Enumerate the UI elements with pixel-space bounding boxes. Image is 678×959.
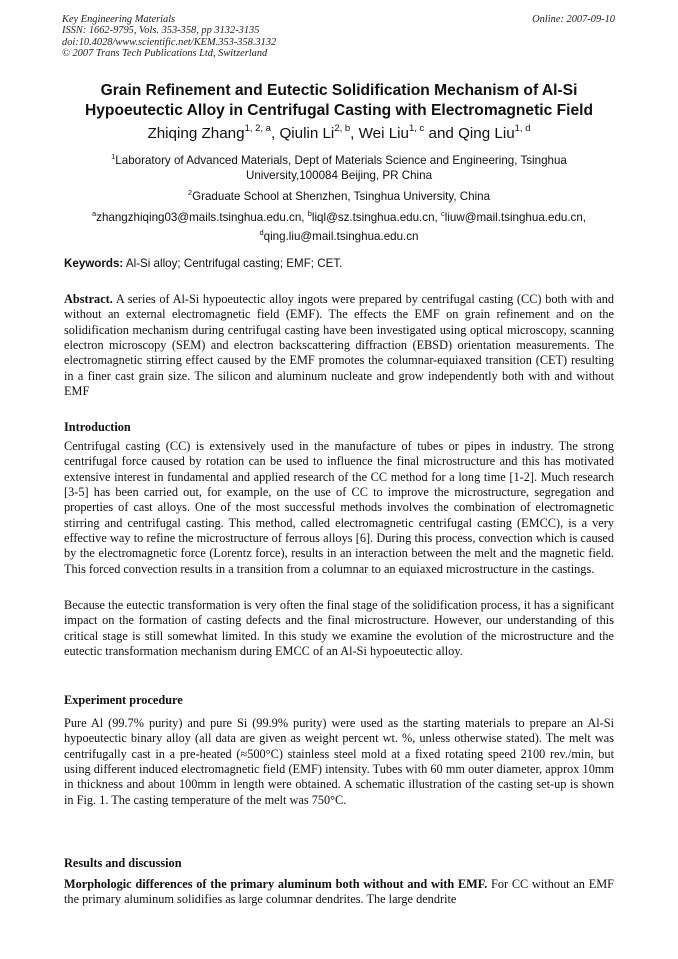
email-marker: d xyxy=(259,227,264,237)
author-name: Zhiqing Zhang xyxy=(147,125,245,143)
results-lead: Morphologic differences of the primary aluminum both without and with EMF. xyxy=(64,877,488,891)
results-heading: Results and discussion xyxy=(64,856,182,870)
abstract xyxy=(64,292,614,399)
email-link[interactable]: zhangzhiqing03@mails.tsinghua.edu.cn, xyxy=(96,210,308,224)
doi-line[interactable]: doi:10.4028/www.scientific.net/KEM.353-358.3132 xyxy=(62,36,277,48)
email-link[interactable]: liql@sz.tsinghua.edu.cn, xyxy=(311,210,441,224)
author-separator: , xyxy=(350,125,359,143)
abstract-label: Abstract. xyxy=(64,292,113,306)
affiliation-marker: 2 xyxy=(187,188,193,197)
introduction-paragraph-2: Because the eutectic transformation is very often the final stage of the solidification process, it has a significant impact on the formation of casting defects and the final microstructure. However, our understanding of this critical stage is still somewhat limited. In this study we examine the evolution of the microstructure and the eutectic transformation mechanism during EMCC of an Al-Si hypoeutectic alloy. xyxy=(64,598,614,659)
author-affiliation-marker: 1, c xyxy=(409,123,425,134)
abstract-text: A series of Al-Si hypoeutectic alloy ingots were prepared by centrifugal casting (CC) both with and without an external electromagnetic field (EMF). The effects the EMF on grain refinement and on the solidification mechanism during centrifugal casting have been investigated using optical microscopy, scanning electron microscopy (SEM) and electron backscattering diffraction (EBSD) orientation measurements. The electromagnetic stirring effect caused by the EMF promotes the columnar-equiaxed transition (CET) resulting in a finer cast grain size. The silicon and aluminum nucleate and grow independently both with and without EMF xyxy=(64,292,614,399)
author-affiliation-marker: 1, d xyxy=(514,123,531,134)
email-marker: b xyxy=(307,209,312,218)
journal-name: Key Engineering Materials xyxy=(62,14,176,25)
author-name: Qiulin Li xyxy=(279,125,335,143)
affiliation-1-line-1: Laboratory of Advanced Materials, Dept of Materials Science and Engineering, Tsinghua xyxy=(115,153,567,167)
author-list xyxy=(50,124,628,142)
keywords-label: Keywords: xyxy=(64,257,124,270)
results-text: For CC without an EMF the primary aluminum solidifies as large columnar dendrites. The large dendrite xyxy=(64,877,614,907)
experiment-paragraph: Pure Al (99.7% purity) and pure Si (99.9% purity) were used as the starting materials to prepare an Al-Si hypoeutectic binary alloy (all data are given as weight percent wt. %, unless otherwise stated). The melt was centrifugally cast in a pre-heated (≈500°C) stainless steel mold at a fixed rotating speed 2100 rev./min, but using different induced electromagnetic field (EMF) intensity. Tubes with 60 mm outer diameter, approx 10mm in thickness and about 100mm in length were obtained. A schematic illustration of the casting set-up is shown in Fig. 1. The casting temperature of the melt was 750°C. xyxy=(64,716,614,807)
author-affiliation-marker: 2, b xyxy=(334,123,351,134)
affiliation-1-line-2: University,100084 Beijing, PR China xyxy=(245,168,433,182)
introduction-heading: Introduction xyxy=(64,420,131,434)
results-paragraph xyxy=(64,877,614,908)
email-link[interactable]: qing.liu@mail.tsinghua.edu.cn xyxy=(263,229,419,243)
title-line-2: Hypoeutectic Alloy in Centrifugal Casting with Electromagnetic Field xyxy=(84,101,594,119)
keywords xyxy=(64,257,342,270)
journal-header xyxy=(62,14,276,60)
email-list xyxy=(52,206,626,244)
author-name: Wei Liu xyxy=(358,125,409,143)
paper-title xyxy=(50,81,628,120)
title-line-1: Grain Refinement and Eutectic Solidification Mechanism of Al-Si xyxy=(100,82,578,99)
copyright-line: © 2007 Trans Tech Publications Ltd, Switzerland xyxy=(62,48,268,60)
keywords-text: Al-Si alloy; Centrifugal casting; EMF; CET. xyxy=(123,257,343,270)
email-link[interactable]: liuw@mail.tsinghua.edu.cn, xyxy=(444,210,587,224)
affiliation-marker: 1 xyxy=(111,152,116,161)
author-affiliation-marker: 1, 2, a xyxy=(244,123,271,134)
author-separator: , xyxy=(270,125,280,143)
affiliation-2-text: Graduate School at Shenzhen, Tsinghua University, China xyxy=(192,189,491,203)
issn-line: ISSN: 1662-9795, Vols. 353-358, pp 3132-3135 xyxy=(62,25,260,37)
introduction-paragraph-1: Centrifugal casting (CC) is extensively used in the manufacture of tubes or pipes in industry. The strong centrifugal force caused by rotation can be used to influence the final microstructure and this has motivated extensive interest in fundamental and applied research of the CC method for a long time [1-2]. Much research [3-5] has been carried out, for example, on the use of CC to improve the microstructure, segregation and properties of cast alloys. One of the most successful methods involves the combination of electromagnetic stirring and centrifugal casting. This method, called electromagnetic centrifugal casting (EMCC), is a very effective way to refine the microstructure of ferrous alloys [6]. During this process, convection which is caused by the electromagnetic force (Lorentz force), results in an interaction between the melt and the magnetic field. This forced convection results in a transition from a columnar to an equiaxed microstructure in the castings. xyxy=(64,439,614,576)
affiliation-2 xyxy=(70,185,608,204)
author-separator: and xyxy=(424,125,459,143)
email-marker: c xyxy=(440,209,445,218)
author-name: Qing Liu xyxy=(458,125,515,143)
online-date: Online: 2007-09-10 xyxy=(532,14,615,25)
email-marker: a xyxy=(91,209,97,218)
experiment-heading: Experiment procedure xyxy=(64,693,183,707)
affiliation-1 xyxy=(70,149,608,183)
